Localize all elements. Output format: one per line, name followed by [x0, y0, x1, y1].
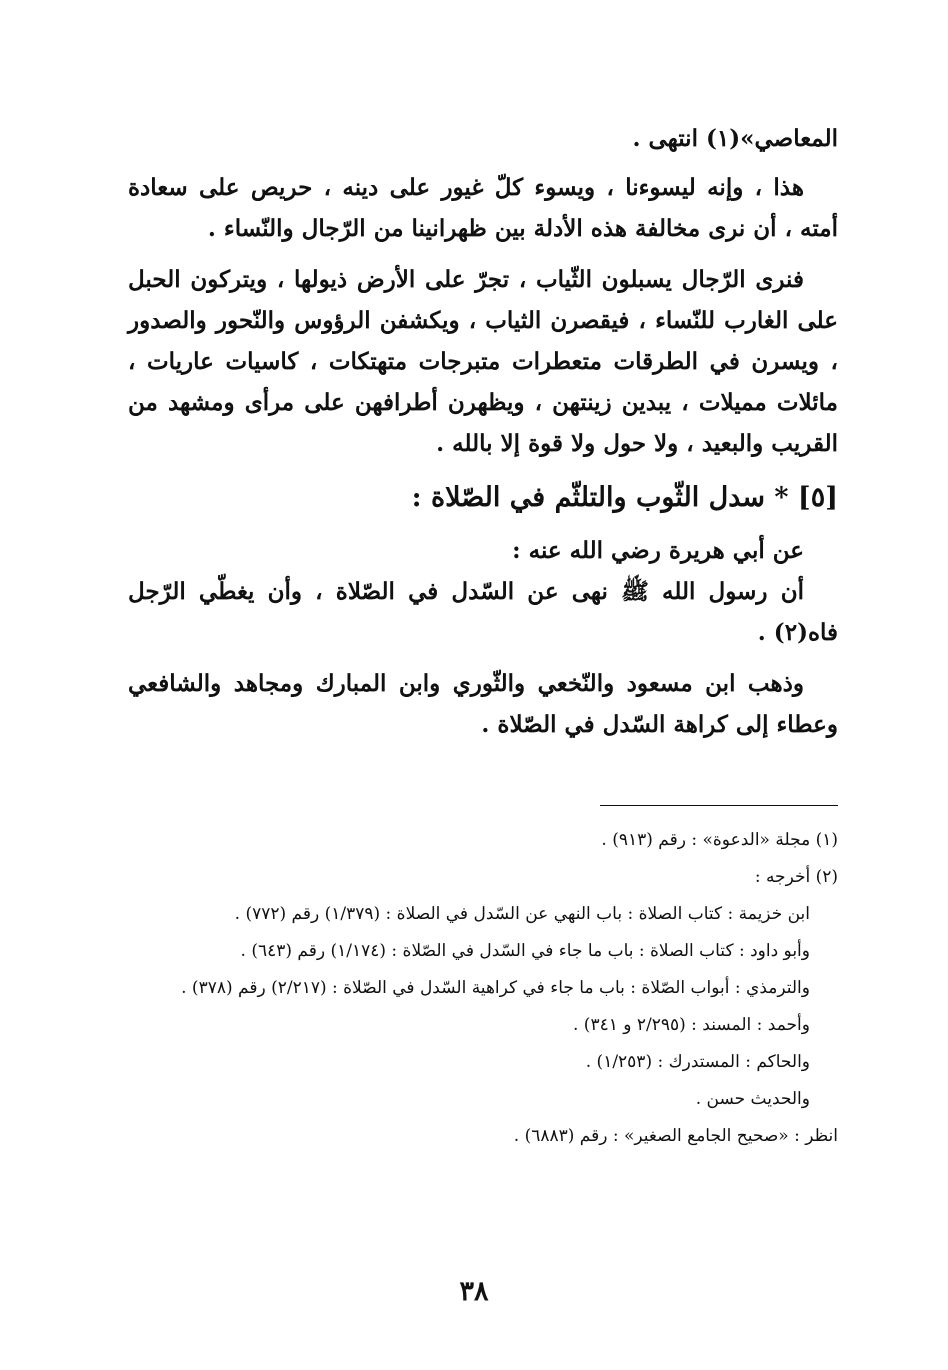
- hadith-text: أن رسول الله ﷺ نهى عن السّدل في الصّلاة ، وأن يغطّي الرّجل فاه(٢) .: [128, 578, 838, 646]
- page-number: ٣٨: [459, 1276, 489, 1307]
- continuation-line: المعاصي»(١) انتهى .: [632, 125, 838, 152]
- page-body: [128, 118, 838, 745]
- footnote-grade: والحديث حسن .: [695, 1089, 810, 1109]
- footnote-see-also: انظر : «صحيح الجامع الصغير» : رقم (٦٨٨٣) .: [513, 1126, 838, 1146]
- footnote-ref-ibn-khuzaymah: ابن خزيمة : كتاب الصلاة : باب النهي عن السّدل في الصلاة : (١/٣٧٩) رقم (٧٧٢) .: [234, 904, 810, 924]
- footnote-separator: [600, 805, 838, 806]
- paragraph-scholars: وذهب ابن مسعود والنّخعي والثّوري وابن المبارك ومجاهد والشافعي وعطاء إلى كراهة السّدل في الصّلاة .: [128, 670, 838, 738]
- section-heading: [٥] * سدل الثّوب والتلثّم في الصّلاة :: [411, 482, 838, 513]
- hadith-narrator: عن أبي هريرة رضي الله عنه :: [512, 537, 804, 564]
- footnotes: [128, 822, 838, 1155]
- footnote-2: (٢) أخرجه :: [754, 867, 838, 887]
- footnote-1: (١) مجلة «الدعوة» : رقم (٩١٣) .: [601, 830, 838, 850]
- paragraph-concern: هذا ، وإنه ليسوءنا ، ويسوء كلّ غيور على دينه ، حريص على سعادة أمته ، أن نرى مخالفة هذه الأدلة بين ظهرانينا من الرّجال والنّساء .: [128, 174, 838, 242]
- footnote-ref-abu-dawud: وأبو داود : كتاب الصلاة : باب ما جاء في السّدل في الصّلاة : (١/١٧٤) رقم (٦٤٣) .: [240, 941, 810, 961]
- paragraph-description: فنرى الرّجال يسبلون الثّياب ، تجرّ على الأرض ذيولها ، ويتركون الحبل على الغارب للنّساء ، فيقصرن الثياب ، ويكشفن الرؤوس والنّحور والصدور ، ويسرن في الطرقات متعطرات متبرجات متهتكات ، كاسيات عاريات ، مائلات مميلات ، يبدين زينتهن ، ويظهرن أطرافهن على مرأى ومشهد من القريب والبعيد ، ولا حول ولا قوة إلا بالله .: [128, 266, 838, 457]
- footnote-ref-hakim: والحاكم : المستدرك : (١/٢٥٣) .: [585, 1052, 810, 1072]
- footnote-ref-ahmad: وأحمد : المسند : (٢/٢٩٥ و ٣٤١) .: [572, 1015, 810, 1035]
- footnote-ref-tirmidhi: والترمذي : أبواب الصّلاة : باب ما جاء في كراهية السّدل في الصّلاة : (٢/٢١٧) رقم (٣٧٨) .: [181, 978, 810, 998]
